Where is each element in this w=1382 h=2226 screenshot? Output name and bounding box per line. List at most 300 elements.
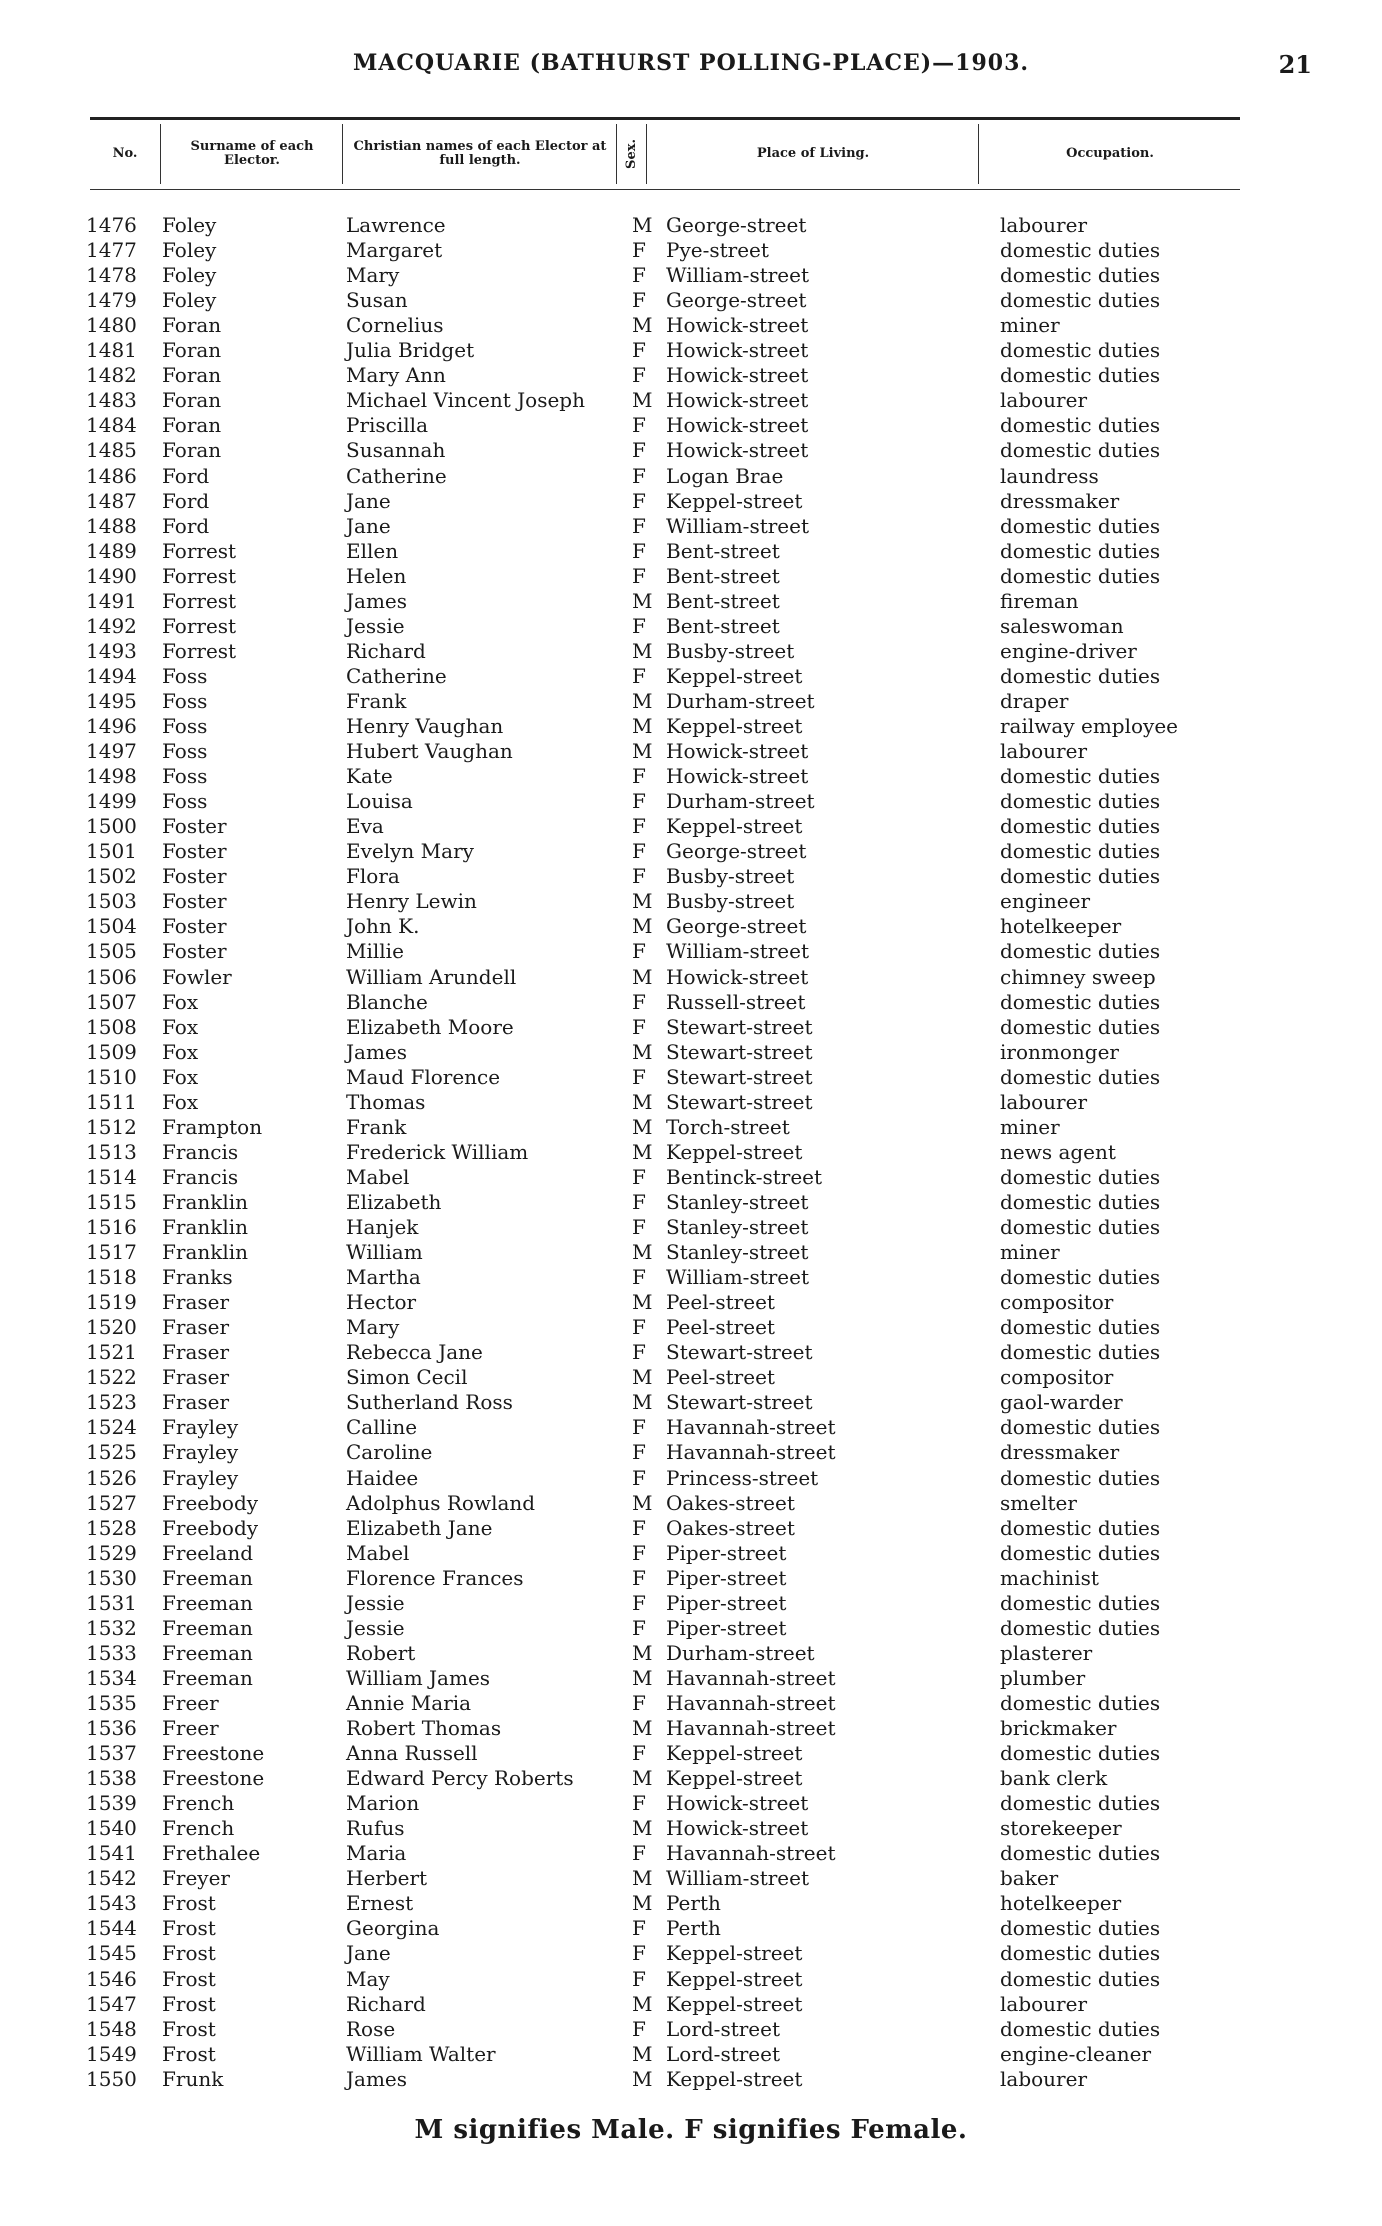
elector-sex: F xyxy=(632,363,646,388)
elector-christian-names: Louisa xyxy=(346,789,413,814)
elector-surname: Frost xyxy=(162,1916,216,1941)
table-row xyxy=(0,288,1382,313)
elector-number: 1481 xyxy=(86,338,137,363)
elector-surname: Foley xyxy=(162,213,217,237)
elector-christian-names: Henry Vaughan xyxy=(346,714,504,738)
elector-number: 1527 xyxy=(86,1490,137,1515)
elector-place: Havannah-street xyxy=(666,1690,836,1715)
elector-sex: M xyxy=(632,388,653,413)
elector-christian-names: James xyxy=(346,588,408,613)
elector-place: Havannah-street xyxy=(666,1665,836,1690)
table-row xyxy=(0,914,1382,939)
elector-place: Busby-street xyxy=(666,889,795,914)
elector-christian-names: Maria xyxy=(346,1841,407,1866)
table-row xyxy=(0,514,1382,539)
elector-place: Havannah-street xyxy=(666,1716,836,1740)
elector-place: Keppel-street xyxy=(666,1941,803,1966)
table-row xyxy=(0,1691,1382,1716)
elector-christian-names: Florence Frances xyxy=(346,1565,524,1590)
elector-sex: M xyxy=(632,1866,653,1891)
elector-sex: F xyxy=(632,1615,646,1640)
elector-number: 1487 xyxy=(86,488,137,513)
table-row xyxy=(0,1967,1382,1992)
elector-surname: Foran xyxy=(162,438,222,463)
elector-sex: F xyxy=(632,1340,646,1365)
elector-place: Keppel-street xyxy=(666,1741,803,1766)
elector-occupation: domestic duties xyxy=(1000,1540,1161,1565)
table-row xyxy=(0,990,1382,1015)
column-divider xyxy=(616,124,617,184)
elector-surname: Foster xyxy=(162,939,227,964)
column-divider xyxy=(978,124,979,184)
elector-occupation: domestic duties xyxy=(1000,1515,1161,1540)
elector-occupation: dressmaker xyxy=(1000,488,1120,513)
elector-surname: Foss xyxy=(162,739,208,764)
elector-occupation: domestic duties xyxy=(1000,1841,1161,1866)
elector-occupation: domestic duties xyxy=(1000,764,1161,789)
elector-number: 1486 xyxy=(86,463,137,488)
table-row xyxy=(0,438,1382,463)
column-header-surname: Surname of each Elector. xyxy=(190,139,314,168)
table-row xyxy=(0,1390,1382,1415)
elector-sex: M xyxy=(632,1390,653,1415)
table-row xyxy=(0,589,1382,614)
elector-surname: Ford xyxy=(162,513,210,538)
elector-sex: F xyxy=(632,513,646,538)
elector-place: Bent-street xyxy=(666,563,780,588)
elector-occupation: plumber xyxy=(1000,1665,1086,1690)
elector-occupation: plasterer xyxy=(1000,1640,1093,1665)
elector-sex: F xyxy=(632,238,646,263)
elector-place: William-street xyxy=(666,513,810,538)
elector-surname: Ford xyxy=(162,488,210,513)
elector-occupation: domestic duties xyxy=(1000,1164,1161,1189)
elector-christian-names: Maud Florence xyxy=(346,1064,501,1089)
table-row xyxy=(0,939,1382,964)
elector-place: William-street xyxy=(666,1866,810,1891)
elector-place: Oakes-street xyxy=(666,1490,795,1515)
elector-surname: Franklin xyxy=(162,1189,249,1214)
elector-number: 1528 xyxy=(86,1515,137,1540)
elector-christian-names: Lawrence xyxy=(346,213,446,237)
elector-surname: Freyer xyxy=(162,1866,230,1891)
elector-number: 1489 xyxy=(86,538,137,563)
elector-christian-names: Martha xyxy=(346,1265,421,1290)
elector-number: 1498 xyxy=(86,764,137,789)
elector-surname: Forrest xyxy=(162,613,237,638)
elector-sex: M xyxy=(632,1240,653,1265)
elector-number: 1536 xyxy=(86,1716,137,1740)
elector-christian-names: Millie xyxy=(346,939,404,964)
elector-sex: F xyxy=(632,1315,646,1340)
table-row xyxy=(0,1090,1382,1115)
elector-number: 1506 xyxy=(86,964,137,989)
elector-christian-names: Anna Russell xyxy=(346,1741,478,1766)
elector-christian-names: Susan xyxy=(346,288,408,313)
elector-surname: Foss xyxy=(162,688,208,713)
elector-christian-names: Margaret xyxy=(346,238,443,263)
table-row xyxy=(0,1165,1382,1190)
elector-christian-names: Richard xyxy=(346,1991,426,2016)
table-row xyxy=(0,1641,1382,1666)
elector-christian-names: Mary Ann xyxy=(346,363,446,388)
table-row xyxy=(0,1491,1382,1516)
elector-surname: Foster xyxy=(162,914,227,939)
elector-place: Howick-street xyxy=(666,363,809,388)
elector-christian-names: Jane xyxy=(346,488,391,513)
elector-surname: Foran xyxy=(162,363,222,388)
elector-christian-names: Simon Cecil xyxy=(346,1365,468,1390)
elector-sex: F xyxy=(632,864,646,889)
table-row xyxy=(0,263,1382,288)
elector-occupation: compositor xyxy=(1000,1290,1114,1315)
elector-sex: F xyxy=(632,613,646,638)
table-row xyxy=(0,889,1382,914)
elector-sex: F xyxy=(632,989,646,1014)
elector-surname: Frayley xyxy=(162,1440,239,1465)
elector-sex: M xyxy=(632,1290,653,1315)
elector-surname: Freer xyxy=(162,1716,219,1740)
elector-surname: Foran xyxy=(162,313,222,338)
elector-number: 1546 xyxy=(86,1966,137,1991)
table-row xyxy=(0,388,1382,413)
table-row xyxy=(0,1115,1382,1140)
elector-number: 1483 xyxy=(86,388,137,413)
elector-christian-names: Rebecca Jane xyxy=(346,1340,483,1365)
elector-number: 1497 xyxy=(86,739,137,764)
elector-number: 1490 xyxy=(86,563,137,588)
column-header-occupation: Occupation. xyxy=(1066,146,1154,161)
elector-occupation: domestic duties xyxy=(1000,263,1161,288)
elector-occupation: engineer xyxy=(1000,889,1091,914)
elector-sex: M xyxy=(632,1716,653,1740)
elector-occupation: brickmaker xyxy=(1000,1716,1117,1740)
elector-surname: Freestone xyxy=(162,1741,265,1766)
elector-place: Torch-street xyxy=(666,1114,790,1139)
elector-surname: Fox xyxy=(162,1039,199,1064)
elector-occupation: railway employee xyxy=(1000,714,1178,738)
elector-place: Howick-street xyxy=(666,438,809,463)
elector-surname: Fraser xyxy=(162,1290,230,1315)
elector-place: Havannah-street xyxy=(666,1440,836,1465)
elector-number: 1484 xyxy=(86,413,137,438)
elector-christian-names: Frederick William xyxy=(346,1139,529,1164)
elector-sex: M xyxy=(632,1640,653,1665)
table-row xyxy=(0,363,1382,388)
elector-christian-names: Marion xyxy=(346,1791,420,1816)
elector-number: 1533 xyxy=(86,1640,137,1665)
elector-christian-names: Georgina xyxy=(346,1916,440,1941)
elector-place: Howick-street xyxy=(666,964,809,989)
elector-surname: Frampton xyxy=(162,1114,263,1139)
elector-christian-names: Mary xyxy=(346,1315,400,1340)
elector-sex: M xyxy=(632,213,653,237)
elector-occupation: smelter xyxy=(1000,1490,1077,1515)
elector-sex: F xyxy=(632,1690,646,1715)
elector-occupation: domestic duties xyxy=(1000,1340,1161,1365)
elector-surname: French xyxy=(162,1816,235,1841)
elector-occupation: baker xyxy=(1000,1866,1059,1891)
elector-occupation: domestic duties xyxy=(1000,814,1161,839)
elector-occupation: saleswoman xyxy=(1000,613,1124,638)
column-divider xyxy=(342,124,343,184)
elector-place: Stewart-street xyxy=(666,1089,813,1114)
elector-place: Howick-street xyxy=(666,739,809,764)
table-row xyxy=(0,1290,1382,1315)
elector-place: William-street xyxy=(666,939,810,964)
table-row xyxy=(0,2067,1382,2092)
elector-number: 1513 xyxy=(86,1139,137,1164)
elector-occupation: domestic duties xyxy=(1000,1741,1161,1766)
elector-number: 1532 xyxy=(86,1615,137,1640)
elector-occupation: domestic duties xyxy=(1000,839,1161,864)
elector-number: 1548 xyxy=(86,2016,137,2041)
elector-number: 1515 xyxy=(86,1189,137,1214)
elector-sex: F xyxy=(632,814,646,839)
elector-surname: Foley xyxy=(162,263,217,288)
elector-place: Durham-street xyxy=(666,688,815,713)
elector-surname: Franks xyxy=(162,1265,233,1290)
table-row xyxy=(0,539,1382,564)
table-row xyxy=(0,814,1382,839)
elector-place: Bentinck-street xyxy=(666,1164,823,1189)
elector-surname: Fox xyxy=(162,989,199,1014)
elector-occupation: domestic duties xyxy=(1000,538,1161,563)
elector-occupation: storekeeper xyxy=(1000,1816,1122,1841)
elector-place: Keppel-street xyxy=(666,2066,803,2091)
elector-number: 1517 xyxy=(86,1240,137,1265)
elector-occupation: bank clerk xyxy=(1000,1766,1108,1791)
page-title: MACQUARIE (BATHURST POLLING-PLACE)—1903. xyxy=(352,50,1030,76)
elector-christian-names: Blanche xyxy=(346,989,428,1014)
elector-occupation: domestic duties xyxy=(1000,1590,1161,1615)
elector-number: 1530 xyxy=(86,1565,137,1590)
table-row xyxy=(0,1916,1382,1941)
elector-sex: F xyxy=(632,1791,646,1816)
elector-occupation: domestic duties xyxy=(1000,1215,1161,1239)
elector-christian-names: Richard xyxy=(346,638,426,663)
table-row xyxy=(0,464,1382,489)
elector-number: 1522 xyxy=(86,1365,137,1390)
elector-sex: F xyxy=(632,1590,646,1615)
column-header xyxy=(90,120,1240,188)
elector-number: 1521 xyxy=(86,1340,137,1365)
elector-place: Howick-street xyxy=(666,413,809,438)
elector-occupation: domestic duties xyxy=(1000,1315,1161,1340)
elector-sex: M xyxy=(632,2066,653,2091)
elector-occupation: domestic duties xyxy=(1000,363,1161,388)
elector-place: Stewart-street xyxy=(666,1064,813,1089)
table-row xyxy=(0,764,1382,789)
elector-number: 1541 xyxy=(86,1841,137,1866)
elector-surname: Foss xyxy=(162,714,208,738)
elector-surname: Franklin xyxy=(162,1240,249,1265)
elector-surname: Frost xyxy=(162,1991,216,2016)
elector-surname: Freeman xyxy=(162,1665,253,1690)
elector-sex: M xyxy=(632,714,653,738)
table-row xyxy=(0,1741,1382,1766)
table-row xyxy=(0,1716,1382,1741)
elector-occupation: labourer xyxy=(1000,213,1088,237)
elector-place: William-street xyxy=(666,1265,810,1290)
elector-place: Busby-street xyxy=(666,638,795,663)
elector-christian-names: Mary xyxy=(346,263,400,288)
elector-occupation: domestic duties xyxy=(1000,513,1161,538)
table-row xyxy=(0,614,1382,639)
elector-occupation: miner xyxy=(1000,1240,1060,1265)
elector-occupation: domestic duties xyxy=(1000,989,1161,1014)
elector-christian-names: Jane xyxy=(346,513,391,538)
elector-surname: Frost xyxy=(162,2016,216,2041)
table-row xyxy=(0,338,1382,363)
elector-number: 1485 xyxy=(86,438,137,463)
elector-place: Havannah-street xyxy=(666,1415,836,1440)
elector-surname: Frost xyxy=(162,1941,216,1966)
elector-surname: Foss xyxy=(162,789,208,814)
elector-number: 1479 xyxy=(86,288,137,313)
elector-christian-names: Michael Vincent Joseph xyxy=(346,388,585,413)
elector-christian-names: Kate xyxy=(346,764,393,789)
elector-number: 1500 xyxy=(86,814,137,839)
elector-place: Bent-street xyxy=(666,588,780,613)
elector-surname: Fox xyxy=(162,1064,199,1089)
elector-number: 1516 xyxy=(86,1215,137,1239)
elector-number: 1492 xyxy=(86,613,137,638)
elector-christian-names: Jane xyxy=(346,1941,391,1966)
elector-occupation: domestic duties xyxy=(1000,1064,1161,1089)
elector-number: 1526 xyxy=(86,1465,137,1490)
elector-occupation: domestic duties xyxy=(1000,288,1161,313)
elector-place: Logan Brae xyxy=(666,463,784,488)
elector-place: Keppel-street xyxy=(666,663,803,688)
elector-number: 1482 xyxy=(86,363,137,388)
elector-christian-names: Helen xyxy=(346,563,407,588)
elector-occupation: draper xyxy=(1000,688,1069,713)
elector-christian-names: May xyxy=(346,1966,390,1991)
elector-number: 1529 xyxy=(86,1540,137,1565)
table-row xyxy=(0,213,1382,238)
elector-sex: M xyxy=(632,638,653,663)
elector-number: 1480 xyxy=(86,313,137,338)
elector-surname: Frethalee xyxy=(162,1841,261,1866)
elector-occupation: domestic duties xyxy=(1000,789,1161,814)
elector-sex: M xyxy=(632,1665,653,1690)
elector-christian-names: Elizabeth Jane xyxy=(346,1515,493,1540)
elector-christian-names: Herbert xyxy=(346,1866,428,1891)
elector-place: Keppel-street xyxy=(666,1966,803,1991)
elector-occupation: domestic duties xyxy=(1000,413,1161,438)
elector-place: Perth xyxy=(666,1916,721,1941)
table-row xyxy=(0,965,1382,990)
elector-number: 1505 xyxy=(86,939,137,964)
elector-surname: Forrest xyxy=(162,563,237,588)
elector-occupation: domestic duties xyxy=(1000,939,1161,964)
elector-number: 1542 xyxy=(86,1866,137,1891)
elector-christian-names: William Arundell xyxy=(346,964,517,989)
elector-surname: Freebody xyxy=(162,1490,259,1515)
elector-surname: Francis xyxy=(162,1139,239,1164)
elector-number: 1544 xyxy=(86,1916,137,1941)
elector-christian-names: Priscilla xyxy=(346,413,428,438)
elector-surname: Foran xyxy=(162,388,222,413)
elector-christian-names: James xyxy=(346,2066,408,2091)
elector-place: Stewart-street xyxy=(666,1039,813,1064)
elector-number: 1511 xyxy=(86,1089,137,1114)
column-divider xyxy=(160,124,161,184)
elector-christian-names: John K. xyxy=(346,914,420,939)
elector-place: Russell-street xyxy=(666,989,806,1014)
elector-number: 1496 xyxy=(86,714,137,738)
elector-number: 1543 xyxy=(86,1891,137,1916)
elector-occupation: engine-driver xyxy=(1000,638,1137,663)
elector-sex: M xyxy=(632,739,653,764)
elector-number: 1488 xyxy=(86,513,137,538)
table-row xyxy=(0,664,1382,689)
elector-surname: Frost xyxy=(162,1966,216,1991)
elector-occupation: gaol-warder xyxy=(1000,1390,1123,1415)
elector-christian-names: Mabel xyxy=(346,1540,410,1565)
elector-occupation: miner xyxy=(1000,313,1060,338)
elector-place: Durham-street xyxy=(666,789,815,814)
elector-place: Pye-street xyxy=(666,238,769,263)
elector-sex: F xyxy=(632,1064,646,1089)
elector-number: 1550 xyxy=(86,2066,137,2091)
elector-number: 1549 xyxy=(86,2041,137,2066)
elector-number: 1531 xyxy=(86,1590,137,1615)
elector-place: George-street xyxy=(666,914,807,939)
sex-label: Sex. xyxy=(624,139,639,169)
elector-place: Piper-street xyxy=(666,1565,787,1590)
elector-place: Stanley-street xyxy=(666,1189,809,1214)
elector-christian-names: Haidee xyxy=(346,1465,419,1490)
elector-occupation: domestic duties xyxy=(1000,1415,1161,1440)
elector-place: Howick-street xyxy=(666,388,809,413)
elector-place: Bent-street xyxy=(666,538,780,563)
elector-place: Peel-street xyxy=(666,1365,775,1390)
elector-christian-names: Sutherland Ross xyxy=(346,1390,513,1415)
elector-number: 1501 xyxy=(86,839,137,864)
elector-sex: F xyxy=(632,1515,646,1540)
elector-sex: F xyxy=(632,789,646,814)
elector-occupation: fireman xyxy=(1000,588,1079,613)
table-row xyxy=(0,1566,1382,1591)
elector-surname: Frayley xyxy=(162,1465,239,1490)
table-row xyxy=(0,1415,1382,1440)
elector-number: 1494 xyxy=(86,663,137,688)
table-row xyxy=(0,689,1382,714)
elector-number: 1518 xyxy=(86,1265,137,1290)
elector-surname: Francis xyxy=(162,1164,239,1189)
elector-sex: F xyxy=(632,463,646,488)
elector-christian-names: Flora xyxy=(346,864,400,889)
elector-number: 1520 xyxy=(86,1315,137,1340)
elector-place: Princess-street xyxy=(666,1465,819,1490)
elector-christian-names: Jessie xyxy=(346,1590,405,1615)
elector-christian-names: Edward Percy Roberts xyxy=(346,1766,574,1791)
elector-surname: Freer xyxy=(162,1690,219,1715)
elector-place: Stewart-street xyxy=(666,1340,813,1365)
table-row xyxy=(0,489,1382,514)
elector-sex: F xyxy=(632,538,646,563)
elector-place: Busby-street xyxy=(666,864,795,889)
elector-surname: Fraser xyxy=(162,1340,230,1365)
sex-legend: M signifies Male. F signifies Female. xyxy=(414,2115,968,2145)
elector-place: Keppel-street xyxy=(666,714,803,738)
elector-number: 1493 xyxy=(86,638,137,663)
table-row xyxy=(0,789,1382,814)
elector-place: George-street xyxy=(666,839,807,864)
elector-surname: Foran xyxy=(162,338,222,363)
